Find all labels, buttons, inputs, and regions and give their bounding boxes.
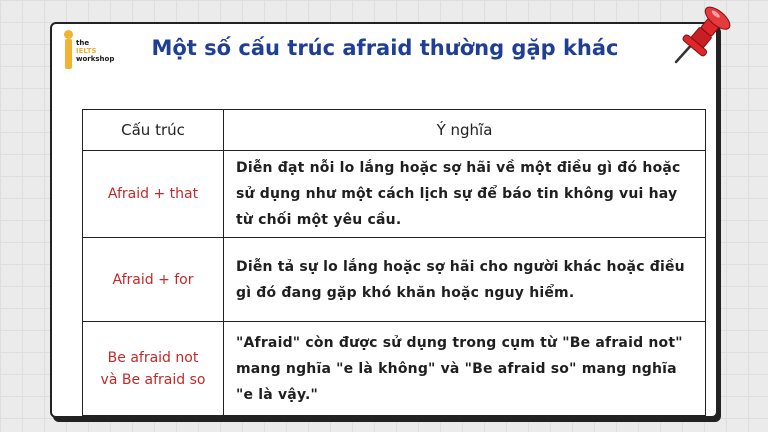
term-text: Afraid + for [112, 271, 194, 288]
logo-text [76, 39, 114, 63]
table-row [83, 322, 706, 416]
table-row [83, 151, 706, 238]
meaning-cell: Diễn tả sự lo lắng hoặc sợ hãi cho người khác hoặc điều gì đó đang gặp khó khăn hoặc nguy hiểm. [224, 238, 706, 322]
header-meaning: Ý nghĩa [224, 110, 706, 151]
term-cell [83, 322, 224, 416]
page-title: Một số cấu trúc afraid thường gặp khác [151, 36, 619, 60]
term-text: Afraid + that [107, 186, 199, 202]
push-pin-icon [666, 2, 736, 72]
term-cell [83, 238, 224, 322]
table-header-row [83, 110, 706, 151]
meaning-cell: Diễn đạt nỗi lo lắng hoặc sợ hãi về một điều gì đó hoặc sử dụng như một cách lịch sự để báo tin không vui hay từ chối một yêu cầu. [224, 151, 706, 238]
logo-line-3: workshop [76, 55, 115, 63]
table-row [83, 238, 706, 322]
logo-bar [65, 39, 72, 69]
term-text: và Be afraid so [100, 371, 206, 388]
logo-line-1: the [76, 39, 90, 47]
term-text: Be afraid not [107, 349, 199, 366]
logo-dot [64, 30, 73, 39]
brand-logo [63, 33, 123, 73]
logo-line-2: IELTS [76, 47, 97, 55]
afraid-structures-table [82, 109, 706, 416]
header-structure: Cấu trúc [83, 110, 224, 151]
term-cell [83, 151, 224, 238]
meaning-cell: "Afraid" còn được sử dụng trong cụm từ "Be afraid not" mang nghĩa "e là không" và "Be afraid so" mang nghĩa "e là vậy." [224, 322, 706, 416]
